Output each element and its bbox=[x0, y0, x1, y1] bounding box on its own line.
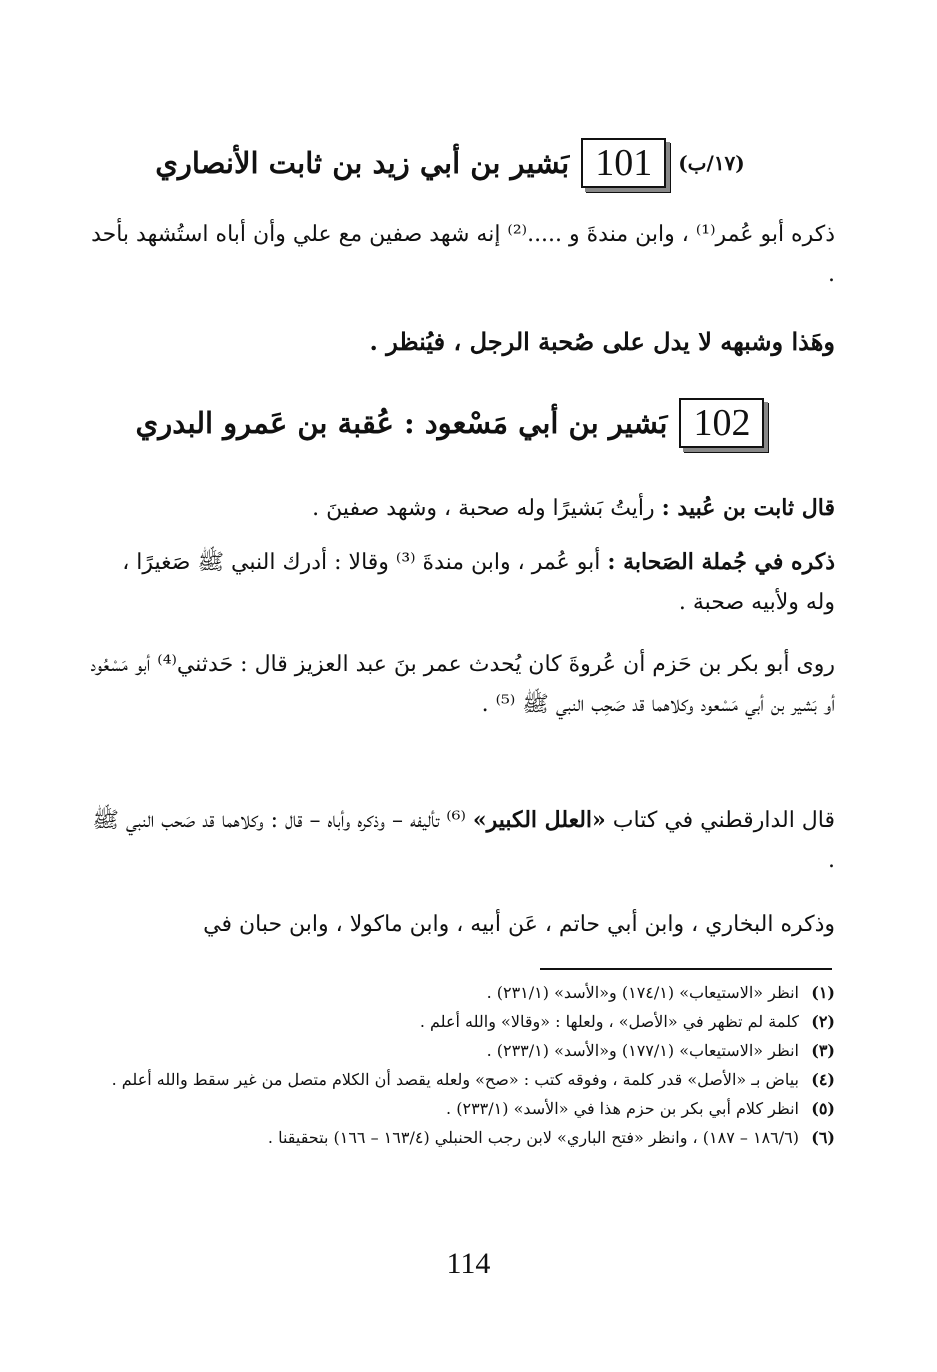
paragraph bbox=[90, 488, 835, 529]
footnote bbox=[90, 1123, 835, 1152]
paragraph-note: وهَذا وشبهه لا يدل على صُحبة الرجل ، فيُنظر . bbox=[369, 327, 835, 356]
page-number: 114 bbox=[446, 1247, 491, 1280]
footnote bbox=[90, 1094, 835, 1123]
footnote-number: (٦) bbox=[811, 1128, 835, 1147]
paragraph: روى أبو بكر بن حَزم أن عُروةَ كان يُحدث عمر بنَ عبد العزيز قال : حَدثني⁽⁴⁾ أبو مَسْعُود أو بَشير بن أبي مَسْعود وكلاهما قد صَحِب النبي ﷺ ⁽⁵⁾ . bbox=[90, 652, 835, 717]
footnote-number: (٢) bbox=[811, 1012, 835, 1031]
footnote bbox=[90, 978, 835, 1007]
folio-reference: (١٧/ب) bbox=[678, 151, 745, 175]
footnote-text: بياض بـ «الأصل» قدر كلمة ، وفوقه كتب : «صح» ولعله يقصد أن الكلام متصل من غير سقط والله أعلم . bbox=[111, 1070, 799, 1089]
footnote bbox=[90, 1065, 835, 1094]
footnote-number: (١) bbox=[811, 983, 835, 1002]
footnote-text: (١٨٦/٦ – ١٨٧) ، وانظر «فتح الباري» لابن رجب الحنبلي (١٦٣/٤ – ١٦٦) بتحقيقنا . bbox=[267, 1128, 799, 1147]
footnote-text: انظر «الاستيعاب» (١٧٤/١) و«الأسد» (٢٣١/١) . bbox=[486, 983, 799, 1002]
entry-101-header bbox=[120, 138, 780, 188]
footnote-separator bbox=[540, 968, 832, 970]
paragraph bbox=[90, 542, 835, 623]
footnote-text: انظر كلام أبي بكر بن حزم هذا في «الأسد» (٢٣٣/١) . bbox=[446, 1099, 799, 1118]
paragraph-text: رأيتُ بَشيرًا وله صحبة ، وشهد صفينَ . bbox=[312, 496, 655, 521]
footnotes bbox=[90, 978, 835, 1152]
paragraph-text: قال الدارقطني في كتاب bbox=[612, 808, 835, 833]
entry-title: بَشير بن أبي زيد بن ثابت الأنصاري bbox=[155, 146, 570, 180]
footnote-text: انظر «الاستيعاب» (١٧٧/١) و«الأسد» (٢٣٣/١) . bbox=[486, 1041, 799, 1060]
footnote bbox=[90, 1007, 835, 1036]
book-title: «العلل الكبير» bbox=[472, 807, 606, 833]
paragraph: ذكره أبو عُمر⁽¹⁾ ، وابن مندةَ و .....⁽²⁾ إنه شهد صفين مع علي وأن أباه استُشهد بأحد . bbox=[91, 222, 835, 287]
paragraph-text: ⁽⁶⁾ تأليفه – وذكره وأباه – قال : وكلاهما قد صَحب النبي ﷺ . bbox=[92, 808, 835, 873]
paragraph-text: أبو عُمر ، وابن مندةَ ⁽³⁾ وقالا : أدرك النبي ﷺ صَغيرًا ، وله ولأبيه صحبة . bbox=[122, 550, 835, 615]
footnote-number: (٤) bbox=[811, 1070, 835, 1089]
entry-title: بَشير بن أبي مَسْعود : عُقبة بن عَمرو البدري bbox=[135, 406, 668, 440]
paragraph-lead: قال ثابت بن عُبيد : bbox=[661, 495, 835, 521]
footnote-number: (٣) bbox=[811, 1041, 835, 1060]
footnote-text: كلمة لم تظهر في «الأصل» ، ولعلها : «وقالا» والله أعلم . bbox=[419, 1012, 799, 1031]
paragraph bbox=[90, 800, 835, 881]
footnote-number: (٥) bbox=[811, 1099, 835, 1118]
entry-number-box: 102 bbox=[679, 398, 764, 448]
entry-102-header bbox=[120, 398, 780, 448]
paragraph-lead: ذكره في جُملة الصَحابة : bbox=[607, 549, 835, 575]
entry-number-box: 101 bbox=[581, 138, 666, 188]
footnote bbox=[90, 1036, 835, 1065]
paragraph: وذكره البخاري ، وابن أبي حاتم ، عَن أبيه ، وابن ماكولا ، وابن حبان في bbox=[203, 912, 835, 937]
